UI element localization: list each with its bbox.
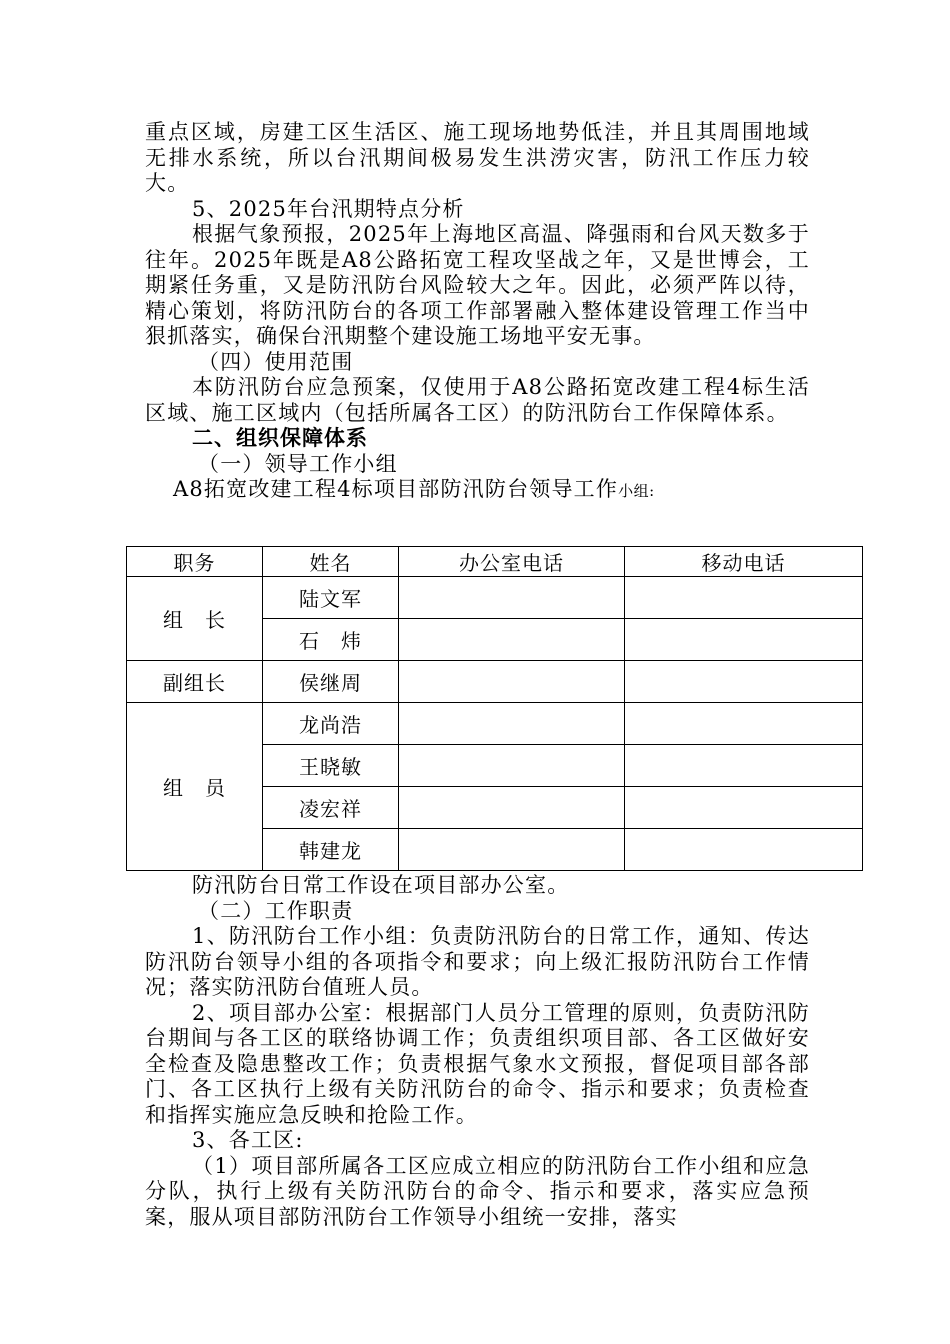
paragraph-weather-forecast: 根据气象预报，2025年上海地区高温、降强雨和台风天数多于往年。2025年既是A8公路拓宽工程攻坚战之年，又是世博会，工期紧任务重，又是防汛防台风险较大之年。因此，必须严阵以待，精心策划，将防汛防台的各项工作部署融入整体建设管理工作当中狠抓落实，确保台汛期整个建设施工场地平安无事。 bbox=[145, 222, 810, 348]
member-name: 石 炜 bbox=[263, 619, 399, 661]
duty-deputy-leader: 副组长 bbox=[127, 661, 263, 703]
table-row bbox=[127, 703, 863, 745]
member-name: 侯继周 bbox=[263, 661, 399, 703]
paragraph-duty-1: 1、防汛防台工作小组：负责防汛防台的日常工作，通知、传达防汛防台领导小组的各项指令和要求；向上级汇报防汛防台工作情况；落实防汛防台值班人员。 bbox=[145, 924, 810, 999]
office-phone-cell bbox=[399, 661, 625, 703]
header-name: 姓名 bbox=[263, 547, 399, 577]
member-name: 龙尚浩 bbox=[263, 703, 399, 745]
leadership-table bbox=[126, 546, 863, 871]
table-row bbox=[127, 661, 863, 703]
duty-member: 组 员 bbox=[127, 703, 263, 871]
table-caption-tail: 小组: bbox=[618, 482, 655, 500]
table-header-row bbox=[127, 547, 863, 577]
table-row bbox=[127, 577, 863, 619]
member-name: 韩建龙 bbox=[263, 829, 399, 871]
header-mobile-phone: 移动电话 bbox=[625, 547, 863, 577]
office-phone-cell bbox=[399, 703, 625, 745]
mobile-phone-cell bbox=[625, 577, 863, 619]
mobile-phone-cell bbox=[625, 703, 863, 745]
subsection-duties: （二）工作职责 bbox=[198, 898, 354, 923]
office-phone-cell bbox=[399, 619, 625, 661]
header-office-phone: 办公室电话 bbox=[399, 547, 625, 577]
mobile-phone-cell bbox=[625, 829, 863, 871]
table-caption-main: A8拓宽改建工程4标项目部防汛防台领导工作 bbox=[173, 477, 619, 501]
office-phone-cell bbox=[399, 577, 625, 619]
duty-leader: 组 长 bbox=[127, 577, 263, 661]
subsection-leadership: （一）领导工作小组 bbox=[198, 451, 398, 476]
member-name: 陆文军 bbox=[263, 577, 399, 619]
office-phone-cell bbox=[399, 745, 625, 787]
document-body-bottom bbox=[145, 873, 810, 1230]
mobile-phone-cell bbox=[625, 619, 863, 661]
mobile-phone-cell bbox=[625, 661, 863, 703]
paragraph-scope: 本防汛防台应急预案，仅使用于A8公路拓宽改建工程4标生活区域、施工区域内（包括所属各工区）的防汛防台工作保障体系。 bbox=[145, 375, 810, 425]
paragraph-2025-title: 5、2025年台汛期特点分析 bbox=[192, 196, 465, 221]
office-phone-cell bbox=[399, 787, 625, 829]
office-phone-cell bbox=[399, 829, 625, 871]
mobile-phone-cell bbox=[625, 787, 863, 829]
paragraph-duty-3-title: 3、各工区: bbox=[192, 1128, 304, 1152]
member-name: 凌宏祥 bbox=[263, 787, 399, 829]
paragraph-office-location: 防汛防台日常工作设在项目部办公室。 bbox=[192, 873, 570, 897]
table-caption bbox=[145, 477, 810, 505]
document-body-top bbox=[145, 120, 810, 505]
paragraph-duty-2: 2、项目部办公室：根据部门人员分工管理的原则，负责防汛防台期间与各工区的联络协调工作；负责组织项目部、各工区做好安全检查及隐患整改工作；负责根据气象水文预报，督促项目部各部门、各工区执行上级有关防汛防台的命令、指示和要求；负责检查和指挥实施应急反映和抢险工作。 bbox=[145, 1000, 810, 1127]
subsection-scope: （四）使用范围 bbox=[198, 349, 354, 374]
header-duty: 职务 bbox=[127, 547, 263, 577]
paragraph-flood-risk: 重点区域，房建工区生活区、施工现场地势低洼，并且其周围地域无排水系统，所以台汛期间极易发生洪涝灾害，防汛工作压力较大。 bbox=[145, 120, 810, 195]
paragraph-duty-3-1: （1）项目部所属各工区应成立相应的防汛防台工作小组和应急分队，执行上级有关防汛防台的命令、指示和要求，落实应急预案，服从项目部防汛防台工作领导小组统一安排，落实 bbox=[145, 1153, 810, 1229]
member-name: 王晓敏 bbox=[263, 745, 399, 787]
section-heading-organization: 二、组织保障体系 bbox=[192, 426, 368, 450]
mobile-phone-cell bbox=[625, 745, 863, 787]
